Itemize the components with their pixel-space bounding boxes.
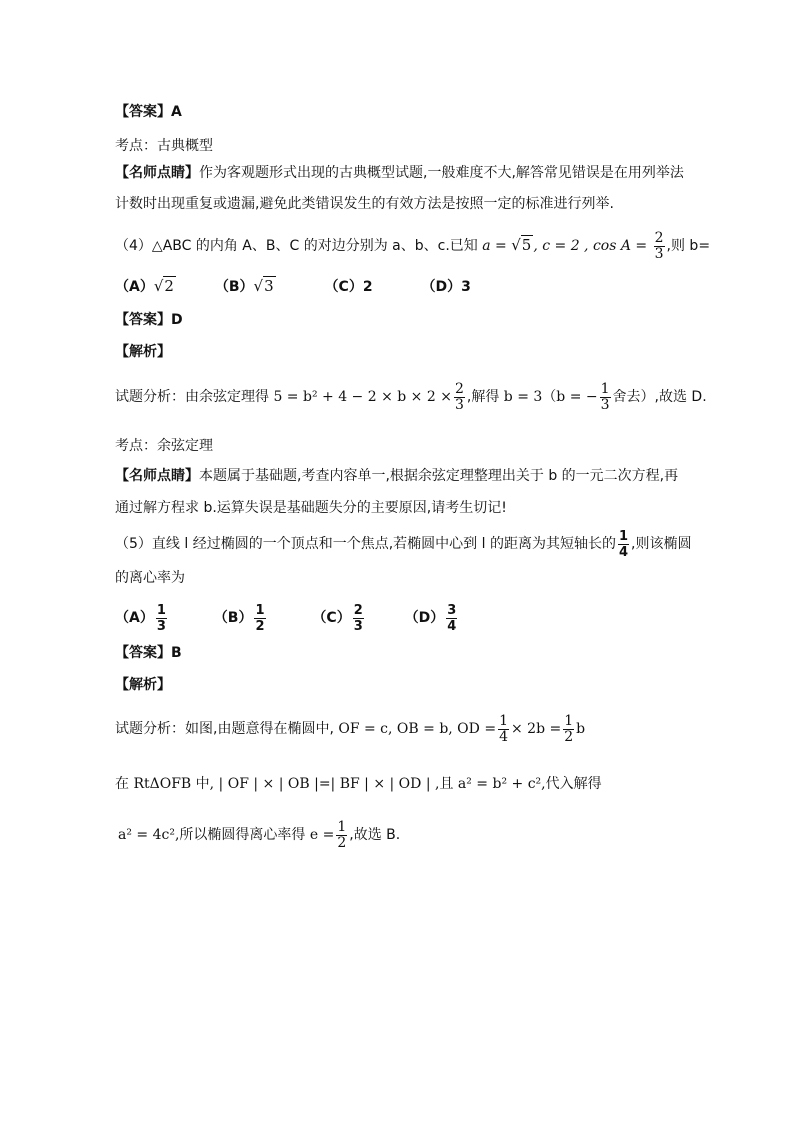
analysis-mid: ,解得 <box>466 389 500 405</box>
mingshi-tag: 【名师点睛】 <box>115 468 199 484</box>
mingshi-q4-line2: 通过解方程求 b.运算失误是基础题失分的主要原因,请考生切记! <box>115 500 507 516</box>
analysis-prefix: 试题分析：如图,由题意得在椭圆中, <box>115 721 334 737</box>
math-b: b <box>576 721 586 737</box>
question-5-stem <box>115 527 691 561</box>
option-a-value: $\frac{1}{3}$ <box>156 602 166 634</box>
analysis-q4 <box>115 380 707 414</box>
option-d-value: 3 <box>461 279 471 295</box>
jiexi-tag-q4: 【解析】 <box>115 344 171 360</box>
option-b-value: $\frac{1}{2}$ <box>255 602 265 634</box>
option-b-label: （B） <box>213 610 253 626</box>
answer-tag: 【答案】 <box>115 312 171 328</box>
analysis-q5-line1 <box>115 712 585 746</box>
math-eq-ellipse: OF = c, OB = b, OD = <box>338 721 497 737</box>
kaodian-q4: 考点：余弦定理 <box>115 438 213 454</box>
fraction-1-4: $\frac{1}{4}$ <box>618 528 628 560</box>
mingshi-tag: 【名师点睛】 <box>115 165 199 181</box>
question-number: （4） <box>115 238 152 254</box>
math-eq-b: b = 3（b = − <box>503 389 598 405</box>
jiexi-tag-q5: 【解析】 <box>115 677 171 693</box>
answer-tag: 【答案】 <box>115 104 171 120</box>
option-b-value: √3 <box>253 277 274 295</box>
fraction-1-2: $\frac{1}{2}$ <box>564 712 574 745</box>
analysis-end: ,故选 B. <box>349 827 401 843</box>
math-times-2b: × 2b = <box>511 721 562 737</box>
option-c-label: （C） <box>324 279 363 295</box>
analysis-end: 舍去）,故选 D. <box>612 389 707 405</box>
question-text: △ABC 的内角 A、B、C 的对边分别为 a、b、c.已知 <box>151 238 478 254</box>
answer-tag: 【答案】 <box>115 645 171 661</box>
kaodian-q3: 考点：古典概型 <box>115 138 213 154</box>
mingshi-q3-line1 <box>115 163 684 183</box>
fraction-1-4: $\frac{1}{4}$ <box>499 712 508 745</box>
option-c-value: 2 <box>362 279 373 295</box>
question-text-end: ,则 b= <box>666 238 711 254</box>
analysis-prefix: 试题分析：由余弦定理得 <box>115 389 269 405</box>
option-a-label: （A） <box>115 610 154 626</box>
option-d-label: （D） <box>404 610 445 626</box>
analysis-q5-line3 <box>118 818 400 852</box>
option-d-label: （D） <box>421 279 462 295</box>
option-a-value: √2 <box>153 277 174 295</box>
analysis-q5-line2: 在 RtΔOFB 中, | OF | × | OB |=| BF | × | OD | ,且 a² = b² + c²,代入解得 <box>115 776 602 792</box>
math-a-eq: a = <box>482 238 507 254</box>
answer-value: A <box>171 104 182 120</box>
option-b-label: （B） <box>214 279 254 295</box>
question-5-options <box>115 600 459 636</box>
fraction-1-2: $\frac{1}{2}$ <box>337 818 347 851</box>
option-c-value: $\frac{2}{3}$ <box>353 602 363 634</box>
math-c-cos: , c = 2 , cos A = <box>533 238 648 254</box>
math-a2-eq: a² = 4c²,所以椭圆得离心率得 e = <box>118 827 335 843</box>
fraction-2-3: $\frac{2}{3}$ <box>454 380 464 413</box>
fraction-2-3: $\frac{2}{3}$ <box>654 229 664 262</box>
question-text: 直线 l 经过椭圆的一个顶点和一个焦点,若椭圆中心到 l 的距离为其短轴长的 <box>151 536 616 552</box>
question-4-stem <box>115 228 710 263</box>
mingshi-q3-line2: 计数时出现重复或遗漏,避免此类错误发生的有效方法是按照一定的标准进行列举. <box>115 196 614 212</box>
answer-value: B <box>171 645 182 661</box>
mingshi-q4-line1 <box>115 466 678 486</box>
mingshi-text: 作为客观题形式出现的古典概型试题,一般难度不大,解答常见错误是在用列举法 <box>199 165 684 181</box>
question-number: （5） <box>115 536 152 552</box>
option-d-value: $\frac{3}{4}$ <box>447 602 457 634</box>
sqrt-5: √5 <box>511 236 532 254</box>
fraction-1-3: $\frac{1}{3}$ <box>600 380 610 413</box>
question-4-options <box>115 276 471 297</box>
question-5-line2: 的离心率为 <box>115 570 185 586</box>
answer-value: D <box>171 312 183 328</box>
question-text-end: ,则该椭圆 <box>631 536 692 552</box>
answer-line-q5 <box>115 643 182 663</box>
answer-line-q4 <box>115 310 183 330</box>
math-eq-cosine: 5 = b² + 4 − 2 × b × 2 × <box>273 389 452 405</box>
option-c-label: （C） <box>312 610 351 626</box>
option-a-label: （A） <box>115 279 154 295</box>
answer-line-q3 <box>115 102 182 122</box>
mingshi-text: 本题属于基础题,考查内容单一,根据余弦定理整理出关于 b 的一元二次方程,再 <box>199 468 679 484</box>
